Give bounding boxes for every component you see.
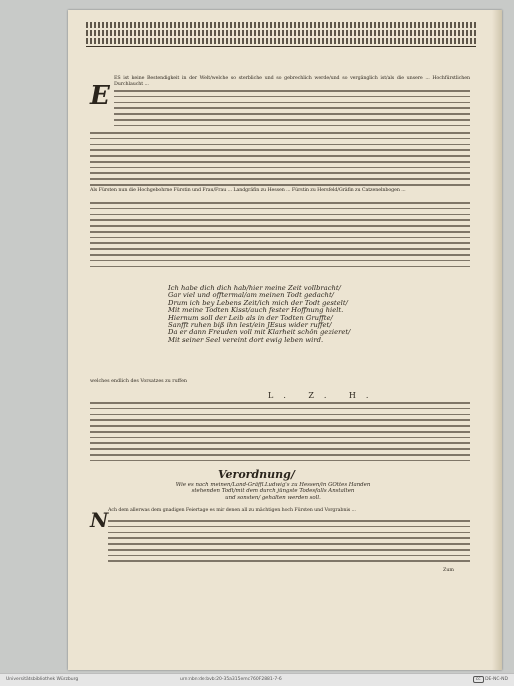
verse-line: Mit meine Todten Kisst/auch fester Hoffnung hielt. <box>168 306 344 315</box>
scanned-page <box>68 10 502 670</box>
ornament-rule <box>86 46 476 47</box>
urn-identifier: urn:nbn:de:bvb:20-35a315emc760F2881-7-6 <box>180 677 282 682</box>
viewer-footer <box>0 673 514 686</box>
subheading-line: stehenden Todt/mit dem durch jüngste Todesfalls Anstalten <box>191 488 355 495</box>
lead-in-text: welches endlich des Vorsatzes zu ruffen <box>90 379 188 384</box>
subheading-line: und sonsten/ gehalten werden soll. <box>225 494 321 501</box>
intro-text: ES ist keine Bestendigkeit in der Welt/welche so sterbliche und so gebrechlich werde/und so vergänglich ist/als die unsere ... Hochfürstlichen Durchlaucht ... <box>114 76 470 87</box>
verse-line: Mit seiner Seel vereint dort ewig leben wird. <box>168 335 324 344</box>
text-lines <box>90 402 470 466</box>
license-label: DE-NC-ND <box>485 677 508 682</box>
verse-line: Ich habe dich dich hab/hier meine Zeit vollbracht/ <box>168 284 341 292</box>
ornament-border <box>86 22 476 28</box>
decorated-initial: N <box>90 508 109 532</box>
monogram: L. Z. H. <box>268 391 379 400</box>
subheading-line: Wie es nach meinen/Land-Gräffl.Ludwig's zu Hessen/in GOttes Handen <box>175 482 371 488</box>
text-lines <box>90 132 470 190</box>
decorated-initial: E <box>90 81 110 111</box>
verse-line: Da er dann Freuden voll mit Klarheit schön gezieret/ <box>168 328 351 337</box>
ornament-border <box>86 38 476 44</box>
section-subheading <box>148 482 398 501</box>
cc-icon: cc <box>473 676 484 683</box>
page-edge <box>492 10 502 670</box>
verse-line: Sanfft ruhen biß ihn lest/ein JEsus wider ruffet/ <box>168 321 332 330</box>
license-badge[interactable] <box>471 676 508 683</box>
library-credit: Universitätsbibliothek Würzburg <box>6 677 79 682</box>
text-lines <box>90 202 470 271</box>
text-lines <box>108 520 470 566</box>
catchword: Zum <box>443 568 454 573</box>
verse-block <box>168 285 388 344</box>
ornament-border <box>86 30 476 36</box>
paragraph-text: Als Fürsten nun die Hochgebohrne Fürstin und Frau/Frau ... Landgräfin zu Hessen ... Fürstin zu Hersfeld/Gräfin zu Catzenelnbogen ... <box>90 188 406 193</box>
intro-lines <box>114 90 470 130</box>
verse-line: Drum ich bey Lebens Zeit/ich mich der Todt gestelt/ <box>168 298 348 307</box>
verse-line: Hiernum soll der Leib als in der Todten Gruffte/ <box>168 313 333 322</box>
body-text: Ach dem allerwas dem gnadigen Feiertage es mir denen all zu mächtigen hoch Fürsten und Vorgrabnis ... <box>108 508 356 513</box>
section-heading: Verordnung/ <box>218 468 295 481</box>
verse-line: Gar viel und offtermal/am meinen Todt gedacht/ <box>168 291 334 300</box>
